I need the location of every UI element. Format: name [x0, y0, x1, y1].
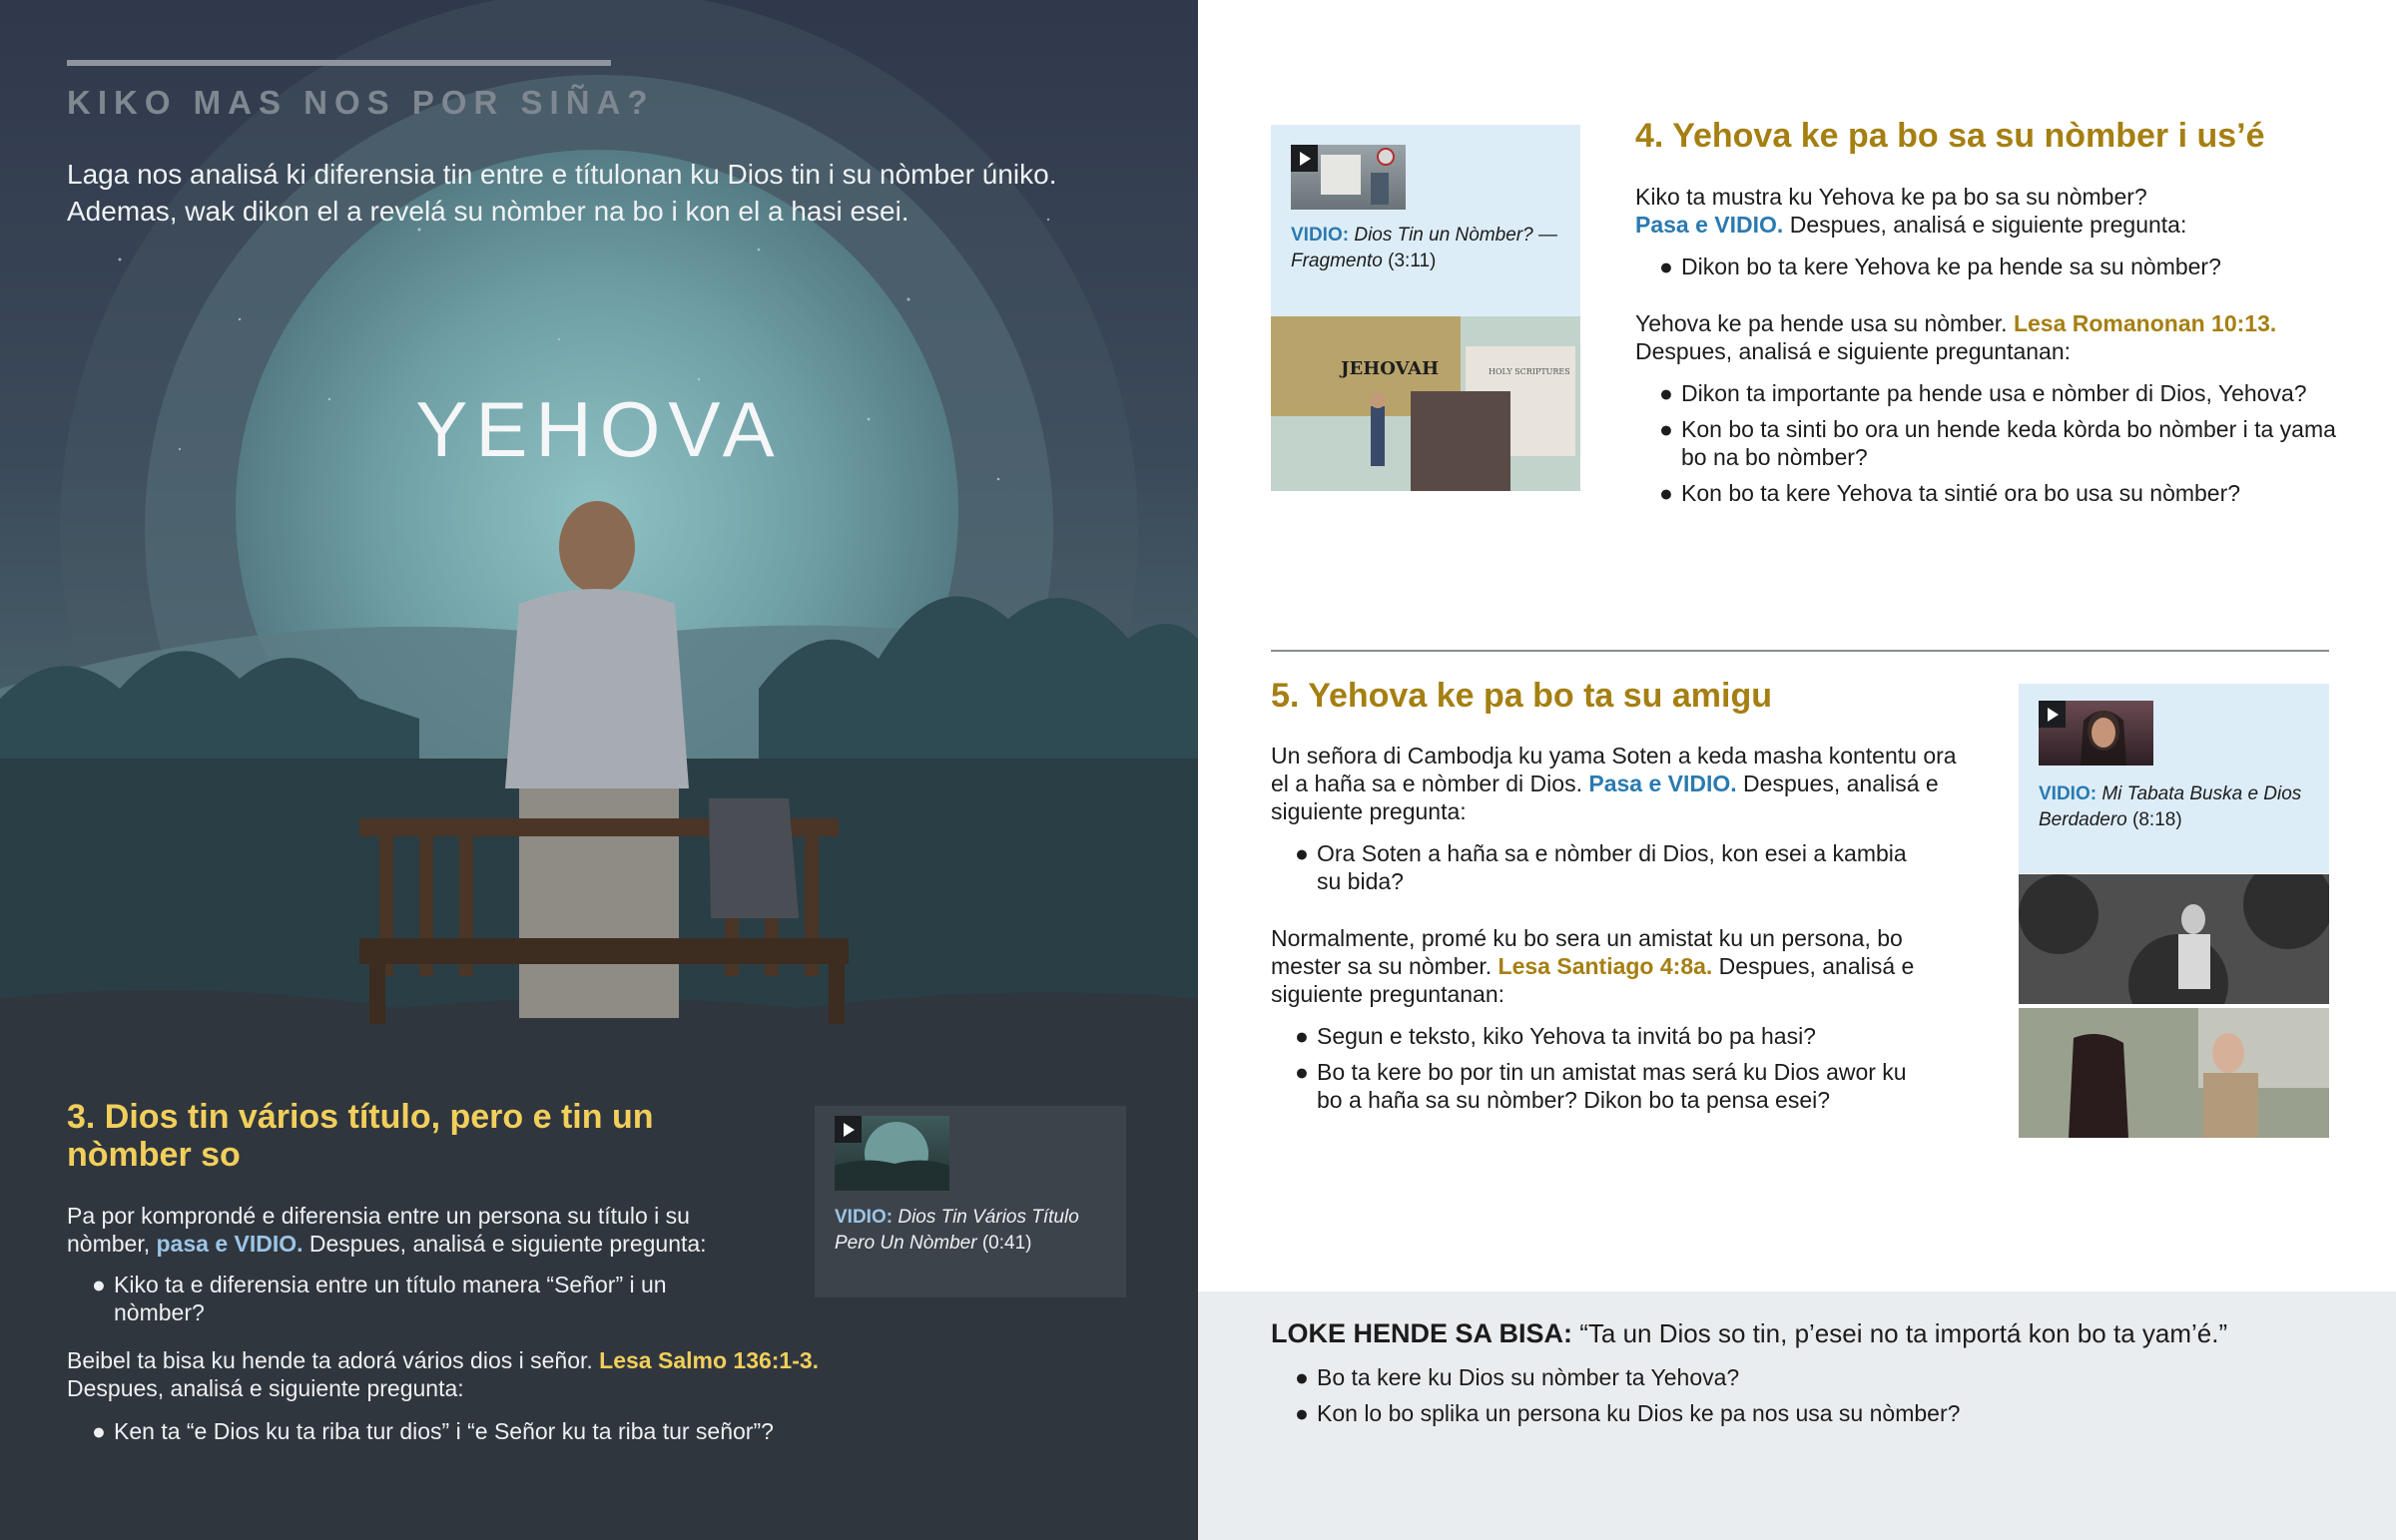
- footer-bullet-list: [1295, 1363, 2293, 1435]
- video-caption[interactable]: VIDIO: Dios Tin Vários Título Pero Un Nòmber (0:41): [835, 1207, 1079, 1254]
- section-5-title: 5. Yehova ke pa bo ta su amigu: [1271, 677, 1772, 715]
- section-5-paragraph-1: Un señora di Cambodja ku yama Soten a keda masha kontentu ora el a haña sa e nòmber di Dios. Pasa e VIDIO. Despues, analisá e siguiente pregunta:: [1271, 743, 1957, 824]
- section-3-bullet-2: ● Ken ta “e Dios ku ta riba tur dios” i “e Señor ku ta riba tur señor”?: [92, 1418, 774, 1444]
- scripture-link-psalm[interactable]: Lesa Salmo 136:1-3.: [599, 1347, 820, 1373]
- video-caption[interactable]: VIDIO: Mi Tabata Buska e Dios Berdadero (8:18): [2039, 783, 2302, 830]
- section-4-paragraph-1: Kiko ta mustra ku Yehova ke pa bo sa su nòmber? Pasa e VIDIO. Despues, analisá e siguiente pregunta:: [1635, 184, 2187, 238]
- bullet-dot: ●: [1659, 480, 1673, 506]
- section-kicker: KIKO MAS NOS POR SIÑA?: [67, 84, 655, 121]
- bible-page-image: [1271, 316, 1580, 491]
- video-thumbnail[interactable]: [2039, 701, 2153, 766]
- list-item: ● Kon lo bo splika un persona ku Dios ke pa nos usa su nòmber?: [1295, 1400, 1961, 1426]
- list-item: ● Bo ta kere ku Dios su nòmber ta Yehova?: [1295, 1364, 1740, 1390]
- video-card-section-5[interactable]: [2019, 684, 2329, 873]
- top-rule: [67, 60, 611, 66]
- section-3-title: 3. Dios tin vários título, pero e tin un nòmber so: [67, 1098, 654, 1174]
- common-saying: LOKE HENDE SA BISA: “Ta un Dios so tin, p’esei no ta importá kon bo ta yam’é.”: [1271, 1318, 2228, 1348]
- video-caption[interactable]: VIDIO: Dios Tin un Nòmber? —Fragmento (3:11): [1291, 225, 1557, 271]
- divine-name-title: YEHOVA: [415, 385, 783, 473]
- section-5-bullet-list: [1295, 1022, 1934, 1122]
- list-item: ● Dikon ta importante pa hende usa e nòmber di Dios, Yehova?: [1659, 380, 2307, 406]
- book-title: HOLY SCRIPTURES: [1489, 367, 1570, 376]
- video-thumbnail[interactable]: [835, 1116, 949, 1191]
- play-video-link[interactable]: pasa e VIDIO.: [156, 1231, 303, 1257]
- section-4-paragraph-2: Yehova ke pa hende usa su nòmber. Lesa Romanonan 10:13. Despues, analisá e siguiente preguntanan:: [1635, 310, 2277, 364]
- bullet-dot: ●: [1295, 1023, 1309, 1049]
- woman-in-garden-photo: [2019, 874, 2329, 1004]
- bullet-dot: ●: [1295, 840, 1309, 866]
- scripture-link-james[interactable]: Lesa Santiago 4:8a.: [1498, 953, 1713, 979]
- play-icon[interactable]: [2039, 701, 2066, 728]
- bullet-dot: ●: [1659, 416, 1673, 442]
- section-4-bullet-1: ● Dikon bo ta kere Yehova ke pa hende sa su nòmber?: [1659, 254, 2221, 279]
- play-video-link[interactable]: Pasa e VIDIO.: [1635, 212, 1784, 238]
- bullet-dot: ●: [1295, 1059, 1309, 1085]
- list-item: ● Bo ta kere bo por tin un amistat mas será ku Dios awor ku bo a haña sa su nòmber? Dikon bo ta pensa esei?: [1295, 1059, 1907, 1113]
- section-5-paragraph-2: Normalmente, promé ku bo sera un amistat ku un persona, bo mester sa su nòmber. Lesa Santiago 4:8a. Despues, analisá e siguiente preguntanan:: [1271, 925, 1915, 1007]
- play-video-link[interactable]: Pasa e VIDIO.: [1588, 770, 1737, 796]
- video-card-section-4[interactable]: [1271, 125, 1580, 316]
- section-3-bullet-1: ● Kiko ta e diferensia entre un título manera “Señor” i un nòmber?: [92, 1272, 667, 1325]
- bullet-dot: ●: [92, 1418, 106, 1444]
- video-thumbnail[interactable]: [1291, 145, 1406, 210]
- bullet-dot: ●: [1295, 1400, 1309, 1426]
- section-3-paragraph-2: Beibel ta bisa ku hende ta adorá vários dios i señor. Lesa Salmo 136:1-3. Despues, analisá e siguiente pregunta:: [67, 1347, 820, 1401]
- play-icon[interactable]: [835, 1116, 862, 1143]
- bible-word: JEHOVAH: [1341, 358, 1440, 379]
- list-item: ● Kon bo ta sinti bo ora un hende keda kòrda bo nòmber i ta yama bo na bo nòmber?: [1659, 416, 2336, 470]
- video-card-section-3[interactable]: [815, 1106, 1126, 1297]
- bullet-dot: ●: [1659, 254, 1673, 279]
- play-icon[interactable]: [1291, 145, 1318, 172]
- conversation-photo: [2019, 1008, 2329, 1138]
- section-4-title: 4. Yehova ke pa bo sa su nòmber i us’é: [1635, 117, 2265, 155]
- section-4-bullet-list: [1659, 379, 2358, 515]
- bullet-dot: ●: [92, 1272, 106, 1297]
- intro-paragraph: Laga nos analisá ki diferensia tin entre e títulonan ku Dios tin i su nòmber úniko. Ademas, wak dikon el a revelá su nòmber na bo i kon el a hasi esei.: [67, 159, 1057, 227]
- bullet-dot: ●: [1659, 380, 1673, 406]
- section-3-paragraph-1: Pa por komprondé e diferensia entre un persona su título i su nòmber, pasa e VIDIO. Despues, analisá e siguiente pregunta:: [67, 1203, 707, 1257]
- section-divider: [1271, 650, 2329, 652]
- list-item: ● Kon bo ta kere Yehova ta sintié ora bo usa su nòmber?: [1659, 480, 2241, 506]
- scripture-link-romans[interactable]: Lesa Romanonan 10:13.: [2013, 310, 2277, 336]
- footer-common-view: [1198, 1291, 2396, 1540]
- list-item: ● Segun e teksto, kiko Yehova ta invitá bo pa hasi?: [1295, 1023, 1816, 1049]
- bullet-dot: ●: [1295, 1364, 1309, 1390]
- section-5-bullet-1: ● Ora Soten a haña sa e nòmber di Dios, kon esei a kambia su bida?: [1295, 840, 1907, 894]
